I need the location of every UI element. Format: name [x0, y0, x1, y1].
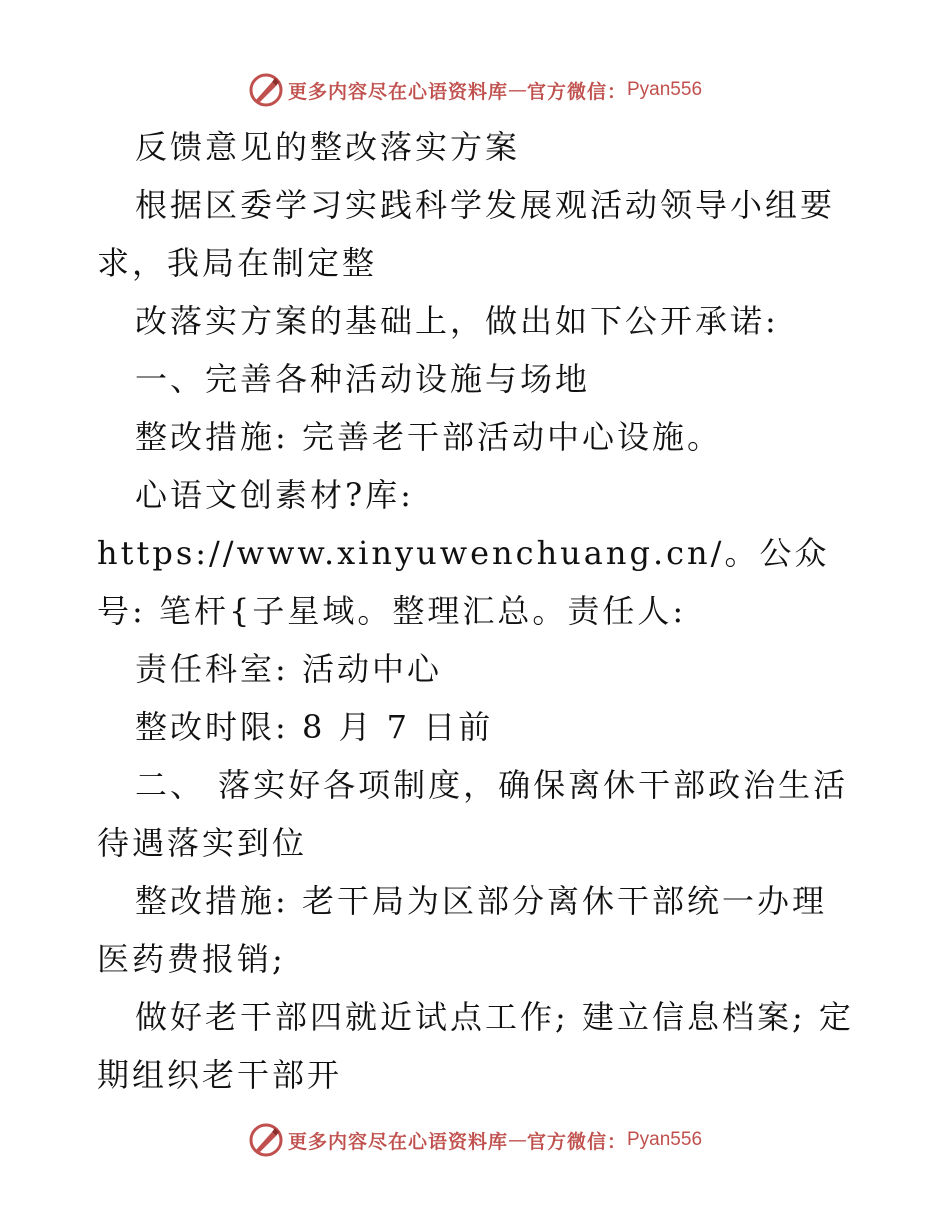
banner-separator: — [507, 1129, 527, 1151]
paragraph: 做好老干部四就近试点工作; 建立信息档案; 定期组织老干部开 [97, 998, 854, 1094]
paragraph: 根据区委学习实践科学发展观活动领导小组要求，我局在制定整 [97, 186, 836, 282]
document-title: 反馈意见的整改落实方案 [135, 128, 521, 166]
banner-account-handle: Pyan556 [627, 1129, 703, 1150]
banner-text: 更多内容尽在心语资料库 [287, 1130, 508, 1153]
banner-account-label: 官方微信： [526, 1130, 627, 1153]
banner-separator: — [507, 79, 527, 101]
section-heading-1: 一、完善各种活动设施与场地 [135, 360, 591, 398]
paragraph: 改落实方案的基础上，做出如下公开承诺: [135, 302, 779, 340]
footer-watermark-banner [0, 1120, 950, 1160]
pen-logo-icon [248, 1122, 284, 1158]
paragraph: 责任科室: 活动中心 [135, 650, 442, 688]
banner-account-handle: Pyan556 [627, 79, 703, 100]
paragraph: 整改措施: 老干局为区部分离休干部统一办理医药费报销; [97, 882, 827, 978]
banner-text: 更多内容尽在心语资料库 [287, 80, 508, 103]
paragraph: 整改措施: 完善老干部活动中心设施。 [135, 418, 722, 456]
header-watermark-banner [0, 70, 950, 110]
banner-account-label: 官方微信： [526, 80, 627, 103]
section-heading-2: 二、 落实好各项制度，确保离休干部政治生活待遇落实到位 [97, 766, 849, 862]
paragraph: 心语文创素材?库: https://www.xinyuwenchuang.cn/。公众号: 笔杆{子星域。整理汇总。责任人: [97, 476, 830, 630]
paragraph: 整改时限: 8 月 7 日前 [135, 708, 494, 746]
document-body [97, 118, 857, 1104]
pen-logo-icon [248, 72, 284, 108]
